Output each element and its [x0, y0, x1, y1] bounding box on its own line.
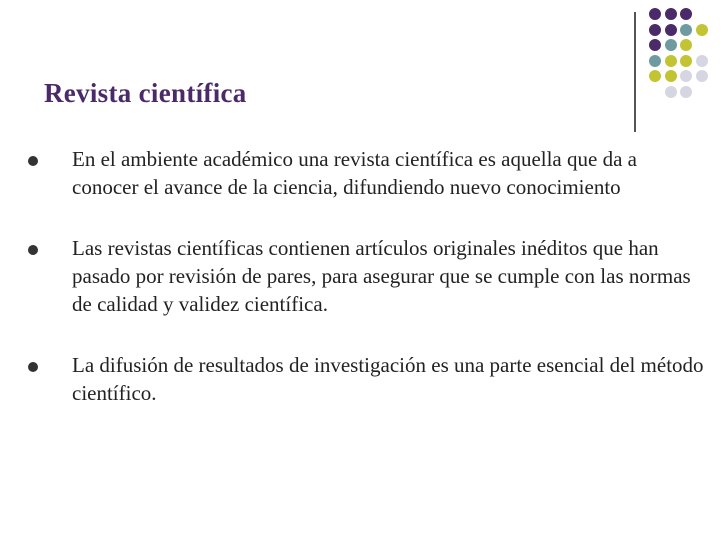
decorative-dot [649, 39, 661, 51]
decorative-dot [649, 55, 661, 67]
bullet-item [24, 234, 704, 318]
decorative-dot [665, 8, 677, 20]
slide-title: Revista científica [44, 78, 247, 108]
decorative-dot [680, 86, 692, 98]
bullet-item [24, 145, 704, 201]
decorative-dot [665, 55, 677, 67]
decorative-dot [665, 86, 677, 98]
decorative-dot [696, 55, 708, 67]
decorative-dot [680, 39, 692, 51]
bullet-marker-icon [28, 362, 38, 372]
bullet-list [24, 145, 704, 440]
decorative-dot [680, 8, 692, 20]
decorative-dot [649, 70, 661, 82]
decorative-dot [680, 55, 692, 67]
decorative-dot [680, 70, 692, 82]
decorative-dot [665, 39, 677, 51]
bullet-text: Las revistas científicas contienen artículos originales inéditos que han pasado por revisión de pares, para asegurar que se cumple con las normas de calidad y validez científica. [72, 236, 691, 316]
decorative-dot [696, 70, 708, 82]
decorative-dot [665, 70, 677, 82]
decorative-dot [696, 24, 708, 36]
bullet-marker-icon [28, 245, 38, 255]
decorative-dot [649, 24, 661, 36]
bullet-text: La difusión de resultados de investigación es una parte esencial del método científico. [72, 353, 704, 405]
decorative-dot-grid [645, 8, 725, 120]
decorative-dot [649, 8, 661, 20]
bullet-text: En el ambiente académico una revista científica es aquella que da a conocer el avance de la ciencia, difundiendo nuevo conocimiento [72, 147, 637, 199]
decorative-dot [680, 24, 692, 36]
decorative-dot [665, 24, 677, 36]
decorative-divider [634, 12, 636, 132]
bullet-marker-icon [28, 156, 38, 166]
bullet-item [24, 351, 704, 407]
